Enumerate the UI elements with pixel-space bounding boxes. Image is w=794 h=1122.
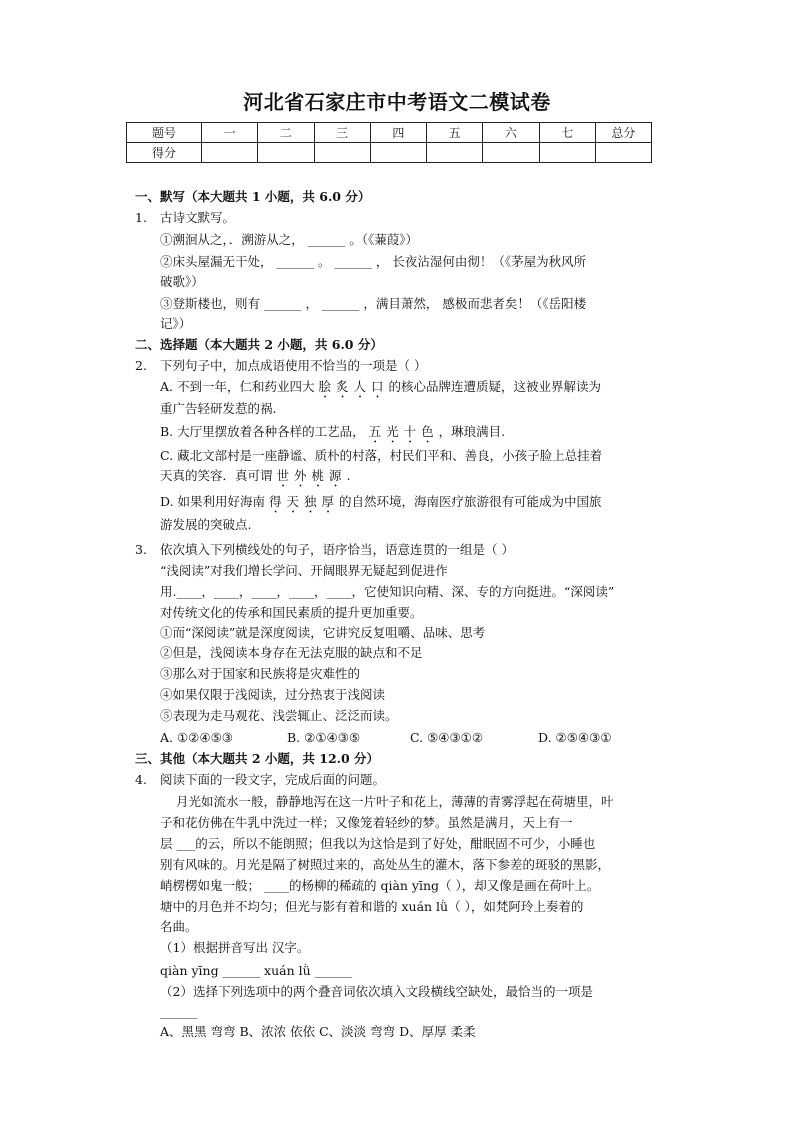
question-stem: 下列句子中，加点成语使用不恰当的一项是（ ） (160, 358, 427, 373)
score-value-row (127, 143, 652, 163)
question-number: 1. (135, 210, 147, 225)
section-heading: 二、选择题（本大题共 2 小题，共 6.0 分） (135, 337, 383, 352)
section-heading: 一、默写（本大题共 1 小题，共 6.0 分） (135, 189, 371, 204)
option-c: C. 藏北文部村是一座静谧、质朴的村落，村民们平和、善良，小孩子脸上总挂着 (160, 448, 603, 463)
score-cell (202, 143, 258, 163)
sentence-option: ③那么对于国家和民族将是灾难性的 (160, 666, 361, 681)
score-header-cell: 七 (539, 123, 595, 143)
score-header-cell: 总分 (595, 123, 651, 143)
score-cell (370, 143, 426, 163)
option-b: B. 大厅里摆放着各种各样的工艺品， 五光十色，琳琅满目. (160, 424, 506, 439)
score-header-row (127, 123, 652, 143)
passage-line: 层 ___的云，所以不能朗照；但我以为这恰是到了好处，酣眠固不可少，小睡也 (160, 836, 596, 851)
passage-line: 名曲。 (160, 919, 198, 934)
question-line: ①溯洄从之，．溯游从之， ______ 。（《蒹葭》） (160, 232, 418, 247)
sub-question: （2）选择下列选项中的两个叠音词依次填入文段横线空缺处，最恰当的一项是 (160, 984, 593, 999)
score-header-cell: 四 (370, 123, 426, 143)
option-line: 游发展的突破点. (160, 517, 252, 532)
score-cell (483, 143, 539, 163)
question-line: ②床头屋漏无干处， ______ 。 ______ ， 长夜沾湿何由彻！（《茅屋为秋风所 (160, 254, 587, 269)
question-line: 记》） (160, 316, 192, 331)
passage-line: 塘中的月色并不均匀；但光与影有着和谐的 xuán lǜ（ ），如梵阿玲上奏着的 (160, 899, 584, 914)
score-header-cell: 题号 (127, 123, 202, 143)
score-header-cell: 二 (258, 123, 314, 143)
score-header-cell: 六 (483, 123, 539, 143)
section-heading: 三、其他（本大题共 2 小题，共 12.0 分） (135, 751, 380, 766)
sentence-option: ①而“深阅读”就是深度阅读，它讲究反复咀嚼、品味、思考 (160, 625, 486, 640)
sub-choices: A、黑黑 弯弯 B、浓浓 依依 C、淡淡 弯弯 D、厚厚 柔柔 (160, 1024, 476, 1039)
option-a: A. 不到一年，仁和药业四大 脍炙人口的核心品牌连遭质疑，这被业界解读为 (160, 379, 601, 394)
score-header-cell: 三 (314, 123, 370, 143)
question-number: 2. (135, 358, 147, 373)
score-header-cell: 一 (202, 123, 258, 143)
choice-d: D. ②⑤④③① (538, 730, 612, 745)
option-line: 天真的笑容．真可谓 世外桃源. (160, 468, 351, 483)
score-cell (258, 143, 314, 163)
option-d: D. 如果利用好海南 得天独厚的自然环境，海南医疗旅游很有可能成为中国旅 (160, 494, 602, 509)
question-line: ③登斯楼也，则有 ______ ， ______ ，满目萧然， 感极而悲者矣！（《岳阳楼 (160, 296, 587, 311)
page-title: 河北省石家庄市中考语文二模试卷 (243, 90, 551, 114)
passage-line: 用.____，____，____，____，____，它使知识向精、深、专的方向挺进。“深阅读” (160, 584, 615, 599)
score-table (126, 122, 652, 163)
passage-line: “浅阅读”对我们增长学问、开阔眼界无疑起到促进作 (160, 563, 448, 578)
question-stem: 依次填入下列横线处的句子，语序恰当，语意连贯的一组是（ ） (160, 542, 514, 557)
score-cell (427, 143, 483, 163)
choice-c: C. ⑤④③①② (410, 730, 484, 745)
question-number: 4. (135, 772, 147, 787)
score-cell (595, 143, 651, 163)
score-row-label: 得分 (127, 143, 202, 163)
question-number: 3. (135, 542, 147, 557)
passage-line: 别有风味的。月光是隔了树照过来的，高处丛生的灌木，落下参差的斑驳的黑影， (160, 857, 611, 872)
choice-b: B. ②①④③⑤ (287, 730, 361, 745)
passage-line: 子和花仿佛在牛乳中洗过一样；又像笼着轻纱的梦。虽然是满月，天上有一 (160, 815, 573, 830)
passage-line: 对传统文化的传承和国民素质的提升更加重要。 (160, 605, 423, 620)
answer-blank: ______ (160, 1004, 198, 1019)
question-line: 破歌》） (160, 274, 204, 289)
option-line: 重广告轻研发惹的祸. (160, 401, 277, 416)
emphasized-idiom: 世外桃源 (276, 468, 347, 483)
score-header-cell: 五 (427, 123, 483, 143)
emphasized-idiom: 脍炙人口 (318, 379, 389, 394)
choice-a: A. ①②④⑤③ (160, 730, 234, 745)
sentence-option: ⑤表现为走马观花、浅尝辄止、泛泛而读。 (160, 708, 398, 723)
question-stem: 古诗文默写。 (160, 210, 236, 225)
question-stem: 阅读下面的一段文字，完成后面的问题。 (160, 772, 386, 787)
emphasized-idiom: 五光十色 (368, 424, 439, 439)
sentence-option: ④如果仅限于浅阅读，过分热衷于浅阅读 (160, 687, 386, 702)
passage-line: 峭楞楞如鬼一般； ____的杨柳的稀疏的 qiàn yīng（ ），却又像是画在荷叶上。 (160, 878, 600, 893)
score-cell (539, 143, 595, 163)
passage-line: 月光如流水一般，静静地泻在这一片叶子和花上，薄薄的青雾浮起在荷塘里，叶 (176, 794, 614, 809)
sub-question: （1）根据拼音写出 汉字。 (160, 940, 310, 955)
pinyin-blanks: qiàn yīng ______ xuán lǜ ______ (160, 963, 353, 978)
score-cell (314, 143, 370, 163)
emphasized-idiom: 得天独厚 (269, 494, 340, 509)
sentence-option: ②但是，浅阅读本身存在无法克服的缺点和不足 (160, 645, 423, 660)
